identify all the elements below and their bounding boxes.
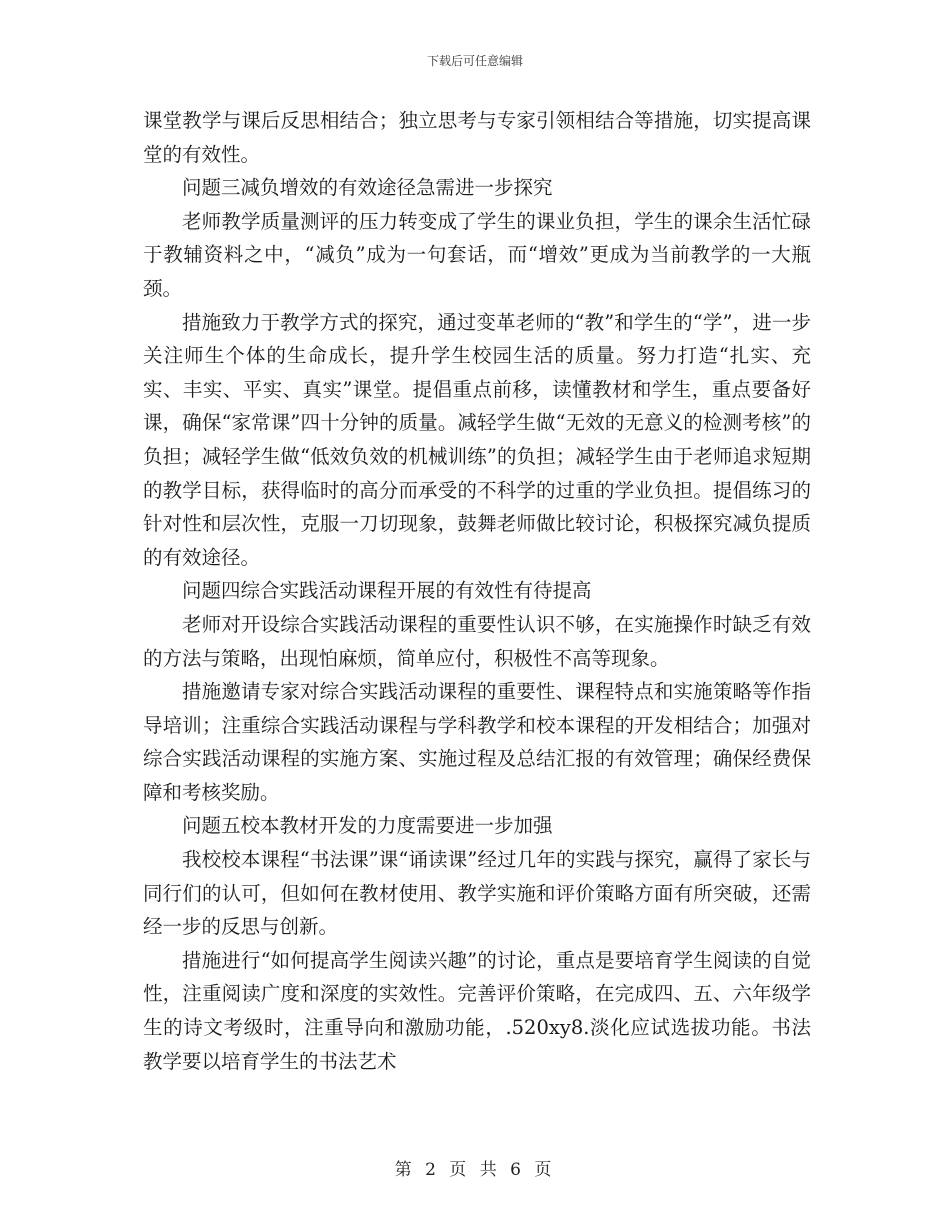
paragraph-problem-5: 我校校本课程“书法课”课“诵读课”经过几年的实践与探究，赢得了家长与同行们的认可，但如何在教材使用、教学实施和评价策略方面有所突破，还需经一步的反思与创新。 xyxy=(143,848,811,939)
paragraph-1: 课堂教学与课后反思相结合；独立思考与专家引领相结合等措施，切实提高课堂的有效性。 xyxy=(143,109,811,166)
paragraph-problem-4: 老师对开设综合实践活动课程的重要性认识不够，在实施操作时缺乏有效的方法与策略，出现怕麻烦，简单应付，积极性不高等现象。 xyxy=(143,612,811,670)
paragraph-problem-3: 老师教学质量测评的压力转变成了学生的课业负担，学生的课余生活忙碌于教辅资料之中，“减负”成为一句套话，而“增效”更成为当前教学的一大瓶颈。 xyxy=(143,209,811,300)
paragraph-measures-3: 措施致力于教学方式的探究，通过变革老师的“教”和学生的“学”，进一步关注师生个体的生命成长，提升学生校园生活的质量。努力打造“扎实、充实、丰实、平实、真实”课堂。提倡重点前移，读懂教材和学生，重点要备好课，确保“家常课”四十分钟的质量。减轻学生做“无效的无意义的检测考核”的负担；减轻学生做“低效负效的机械训练”的负担；减轻学生由于老师追求短期的教学目标，获得临时的高分而承受的不科学的过重的学业负担。提倡练习的针对性和层次性，克服一刀切现象，鼓舞老师做比较讨论，积极探究减负提质的有效途径。 xyxy=(143,310,811,569)
section-heading-3: 问题三减负增效的有效途径急需进一步探究 xyxy=(182,176,553,200)
section-heading-5: 问题五校本教材开发的力度需要进一步加强 xyxy=(182,814,553,838)
paragraph-measures-5: 措施进行“如何提高学生阅读兴趣”的讨论，重点是要培育学生阅读的自觉性，注重阅读广度和深度的实效性。完善评价策略，在完成四、五、六年级学生的诗文考级时，注重导向和激励功能，.520xy8.淡化应试选拔功能。书法教学要以培育学生的书法艺术 xyxy=(143,948,811,1073)
document-body xyxy=(143,104,811,1078)
page-number-footer: 第 2 页 共 6 页 xyxy=(394,1160,556,1180)
paragraph-measures-4: 措施邀请专家对综合实践活动课程的重要性、课程特点和实施策略等作指导培训；注重综合实践活动课程与学科教学和校本课程的开发相结合；加强对综合实践活动课程的实施方案、实施过程及总结汇报的有效管理；确保经费保障和考核奖励。 xyxy=(143,680,811,804)
page-header: 下载后可任意编辑 xyxy=(426,54,523,68)
section-heading-4: 问题四综合实践活动课程开展的有效性有待提高 xyxy=(182,579,592,603)
